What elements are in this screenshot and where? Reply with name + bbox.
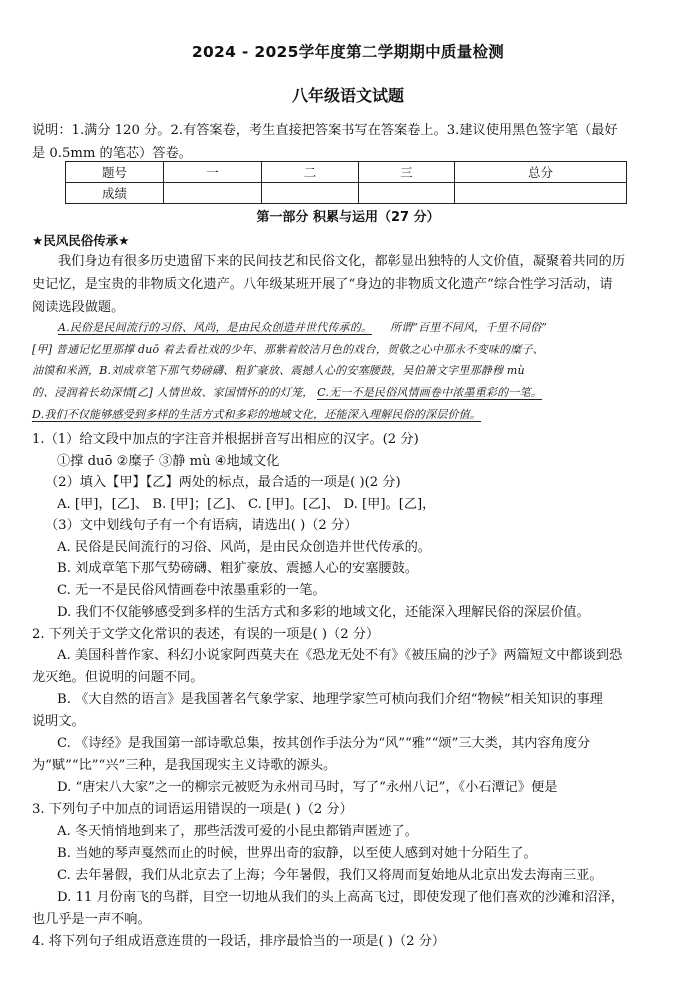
score-table-input-cell[interactable] bbox=[262, 183, 359, 204]
underlined-sentence-c: C.无一不是民俗风情画卷中浓墨重彩的一笔。 bbox=[317, 386, 542, 399]
passage-line-3 bbox=[32, 362, 672, 378]
option-c: C. 去年暑假，我们从北京去了上海；今年暑假，我们又将周而复始地从北京出发去海南三亚。 bbox=[57, 868, 603, 883]
underlined-sentence-d: D.我们不仅能够感受到多样的生活方式和多彩的地域文化，还能深入理解民俗的深层价值。 bbox=[32, 408, 482, 421]
score-table-cell: 三 bbox=[359, 162, 455, 183]
exam-subtitle: 八年级语文试题 bbox=[291, 86, 404, 105]
passage-line-5 bbox=[32, 406, 672, 422]
score-table-input-cell[interactable] bbox=[164, 183, 262, 204]
passage-line-2: [甲] 普通记忆里那撑 duō 着去看社戏的少年、那紫着皎洁月色的戏台，贺敬之心中那永不变味的糜子、 bbox=[32, 343, 544, 356]
option-d: D. 我们不仅能够感受到多样的生活方式和多彩的地域文化，还能深入理解民俗的深层价值。 bbox=[57, 605, 590, 620]
question-2: 2. 下列关于文学文化常识的表述，有误的一项是( )（2 分） bbox=[32, 627, 380, 642]
underlined-sentence-b: 油馍和米酒，B.刘成章笔下那气势磅礴、粗犷豪放、震撼人心的安塞腰鼓，吴伯箫文字里那静穆 mù bbox=[32, 364, 525, 377]
score-table-score-row bbox=[66, 183, 627, 204]
option-c-cont: 为“赋”“比”“兴”三种，是我国现实主义诗歌的源头。 bbox=[32, 758, 337, 773]
option-a-cont: 龙灭绝。但说明的问题不同。 bbox=[32, 670, 204, 685]
option-a: A. 冬天悄悄地到来了，那些活泼可爱的小昆虫都销声匿迹了。 bbox=[57, 824, 418, 839]
exam-title: 2024 - 2025学年度第二学期期中质量检测 bbox=[191, 43, 505, 61]
section-title: ★民风民俗传承★ bbox=[32, 233, 130, 248]
score-table-cell: 二 bbox=[262, 162, 359, 183]
score-table-header-row bbox=[66, 162, 627, 183]
score-table-cell: 一 bbox=[164, 162, 262, 183]
underlined-sentence-a: A.民俗是民间流行的习俗、风尚，是由民众创造并世代传承的。 bbox=[58, 321, 373, 334]
score-table-cell: 总分 bbox=[455, 162, 627, 183]
score-table-cell: 成绩 bbox=[66, 183, 164, 204]
passage-text: 的、浸润着长幼深情[乙] 人情世故、家国情怀的的灯笼， bbox=[32, 386, 314, 399]
passage-line-1 bbox=[58, 319, 696, 335]
instructions-line-2: 是 0.5mm 的笔芯）答卷。 bbox=[32, 146, 192, 161]
question-1-1-items-text: ①撑 duō ②糜子 ③静 mù ④地域文化 bbox=[57, 454, 280, 469]
passage-text: 所谓“百里不同风，千里不同俗” bbox=[389, 321, 548, 334]
score-table-cell: 题号 bbox=[66, 162, 164, 183]
question-1-2: （2）填入【甲】【乙】两处的标点，最合适的一项是( )(2 分) bbox=[45, 475, 401, 490]
question-1-1: 1.（1）给文段中加点的字注音并根据拼音写出相应的汉字。(2 分) bbox=[32, 432, 419, 447]
question-1-2-options: A. [甲]，[乙]、 B. [甲]；[乙]、 C. [甲]。[乙]、 D. [甲]。[乙]， bbox=[57, 497, 436, 512]
instructions-line-1: 说明：1.满分 120 分。2.有答案卷，考生直接把答案书写在答案卷上。3.建议使用黑色签字笔（最好 bbox=[32, 123, 618, 138]
option-b-cont: 说明文。 bbox=[32, 714, 85, 729]
option-d: D. 11 月份南飞的鸟群，目空一切地从我们的头上高高飞过，即使发现了他们喜欢的沙滩和沼泽， bbox=[57, 890, 624, 905]
question-1-3: （3）文中划线句子有一个有语病，请选出( )（2 分） bbox=[45, 518, 358, 533]
option-d: D. “唐宋八大家”之一的柳宗元被贬为永州司马时，写了“永州八记”，《小石潭记》便是 bbox=[57, 780, 558, 795]
question-4: 4. 将下列句子组成语意连贯的一段话，排序最恰当的一项是( )（2 分） bbox=[32, 934, 446, 949]
question-3: 3. 下列句子中加点的词语运用错误的一项是( )（2 分） bbox=[32, 802, 353, 817]
intro-line-2: 史记忆，是宝贵的非物质文化遗产。八年级某班开展了“身边的非物质文化遗产”综合性学习活动，请 bbox=[32, 277, 613, 292]
question-1-1-items bbox=[57, 450, 279, 469]
option-c: C. 《诗经》是我国第一部诗歌总集，按其创作手法分为“风”“雅”“颂”三大类，其内容角度分 bbox=[57, 736, 591, 751]
score-table bbox=[65, 161, 627, 204]
option-a: A. 美国科普作家、科幻小说家阿西莫夫在《恐龙无处不有》《被压扁的沙子》两篇短文中都谈到恐 bbox=[57, 648, 623, 663]
section-intro bbox=[32, 250, 672, 319]
passage-line-4 bbox=[32, 384, 672, 400]
option-a: A. 民俗是民间流行的习俗、风尚，是由民众创造并世代传承的。 bbox=[57, 540, 431, 555]
score-table-input-cell[interactable] bbox=[455, 183, 627, 204]
instructions bbox=[32, 119, 672, 165]
option-b: B. 当她的琴声戛然而止的时候，世界出奇的寂静，以至使人感到对她十分陌生了。 bbox=[57, 846, 537, 861]
option-b: B. 《大自然的语言》是我国著名气象学家、地理学家竺可桢向我们介绍“物候”相关知识的事理 bbox=[57, 692, 603, 707]
score-table-input-cell[interactable] bbox=[359, 183, 455, 204]
intro-line-3: 阅读选段做题。 bbox=[32, 300, 125, 315]
option-c: C. 无一不是民俗风情画卷中浓墨重彩的一笔。 bbox=[57, 583, 326, 598]
part-one-title: 第一部分 积累与运用（27 分） bbox=[256, 210, 440, 225]
intro-line-1: 我们身边有很多历史遗留下来的民间技艺和民俗文化，都彰显出独特的人文价值，凝聚着共同的历 bbox=[58, 254, 626, 269]
option-d-cont: 也几乎是一声不响。 bbox=[32, 912, 151, 927]
option-b: B. 刘成章笔下那气势磅礴、粗犷豪放、震撼人心的安塞腰鼓。 bbox=[57, 561, 418, 576]
